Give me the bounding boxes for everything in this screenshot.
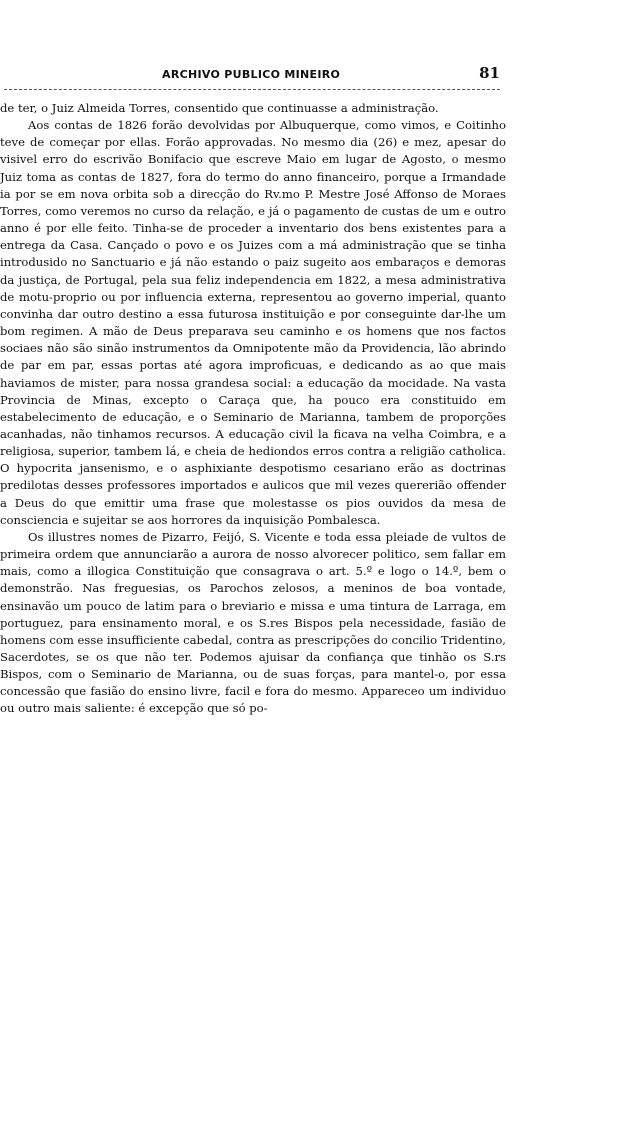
paragraph-contas: Aos contas de 1826 forão devolvidas por Albuquerque, como vimos, e Coitinho teve de começar por ellas. Forão approvadas. No mesmo dia (26) e mez, apesar do visivel erro do escrivão Bonifacio que escreve Maio em lugar de Agosto, o mesmo Juiz toma as contas de 1827, fora do termo do anno financeiro, porque a Irmandade ia por se em nova orbita sob a direcção do Rv.mo P. Mestre José Affonso de Moraes Torres, como veremos no curso da relação, e já o pagamento de custas de um e outro anno é por elle feito. Tinha-se de proceder a inventario dos bens existentes para a entrega da Casa. Cançado o povo e os Juizes com a má administração que se tinha introdusido no Sanctuario e já não estando o paiz sugeito aos embaraços e demoras da justiça, de Portugal, pela sua feliz independencia em 1822, a mesa administrativa de motu-proprio ou por influencia externa, representou ao governo imperial, quanto convinha dar outro destino a essa futurosa instituição e por conseguinte dar-lhe um bom regimen. A mão de Deus preparava seu caminho e os homens que nos factos sociaes não são sinão instrumentos da Omnipotente mão da Providencia, lão abrindo de par em par, essas portas até agora improficuas, e dedicando as ao que mais haviamos de mister, para nossa grandesa social: a educação da mocidade. Na vasta Provincia de Minas, excepto o Caraça que, ha pouco era constituido em estabelecimento de educação, e o Seminario de Marianna, tambem de proporções acanhadas, não tinhamos recursos. A educação civil la ficava na velha Coimbra, e a religiosa, superior, tambem lá, e cheia de hediondos erros contra a religião catholica. O hypocrita jansenismo, e o asphixiante despotismo cesariano erão as doctrinas predilotas desses professores importados e aulicos que mil vezes quererião offender a Deus do que emittir uma frase que molestasse os pios ouvidos da mesa de consciencia e sujeitar se aos horrores da inquisição Pombalesca. xyxy=(0,118,506,527)
paragraph-illustres-nomes: Os illustres nomes de Pizarro, Feijó, S. Vicente e toda essa pleiade de vultos de primeira ordem que annunciarão a aurora de nosso alvorecer politico, sem fallar em mais, como a illogica Constituição que consagrava o art. 5.º e logo o 14.º, bem o demonstrão. Nas freguesias, os Parochos zelosos, a meninos de boa vontade, ensinavão um pouco de latim para o breviario e missa e uma tintura de Larraga, em portuguez, para ensinamento moral, e os S.res Bispos pela necessidade, fasião de homens com esse insufficiente cabedal, contra as prescripções do concilio Tridentino, Sacerdotes, se os que não ter. Podemos ajuisar da confiança que tinhão os S.rs Bispos, com o Seminario de Marianna, ou de suas forças, para mantel-o, por essa concessão que fasião do ensino livre, facil e fora do mesmo. Appareceo um individuo ou outro mais saliente: é excepção que só po- xyxy=(0,529,506,716)
page-number: 81 xyxy=(479,64,500,82)
running-header xyxy=(0,64,500,86)
body-text xyxy=(0,100,506,718)
running-title: ARCHIVO PUBLICO MINEIRO xyxy=(162,68,341,81)
header-rule xyxy=(4,89,500,90)
paragraph-continuation: de ter, o Juiz Almeida Torres, consentido que continuasse a administração. xyxy=(0,101,439,115)
